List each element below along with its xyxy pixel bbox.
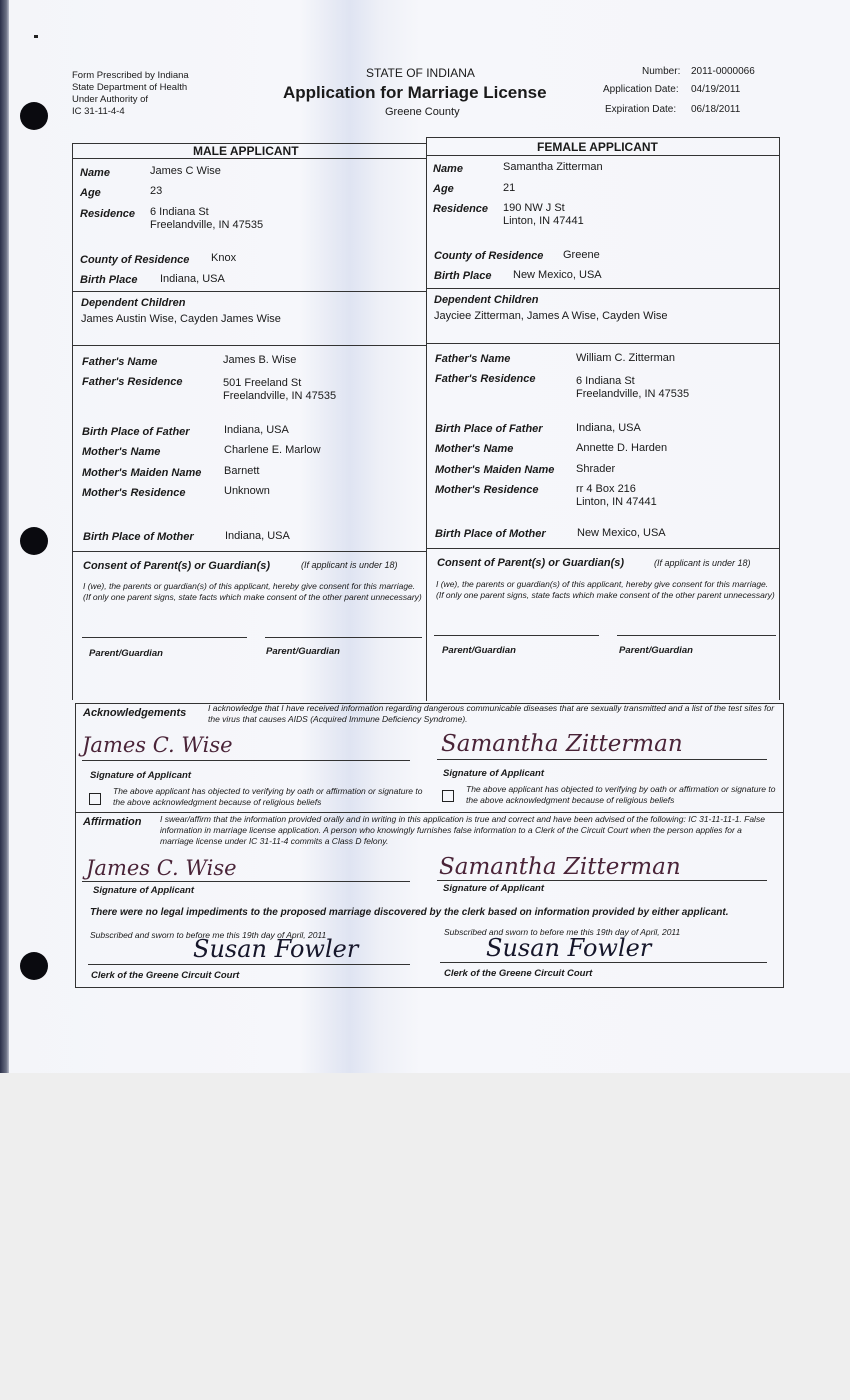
female-sworn-statement: Subscribed and sworn to before me this 19th day of April, 2011	[444, 927, 681, 937]
rule	[72, 345, 426, 346]
female-age: 21	[503, 182, 516, 194]
female-father-birth: Indiana, USA	[576, 422, 641, 434]
page-title: Application for Marriage License	[283, 83, 547, 102]
rule	[426, 343, 779, 344]
form-note-line: State Department of Health	[72, 82, 188, 93]
female-mother-residence-line2: Linton, IN 47441	[576, 496, 657, 508]
rule	[72, 551, 426, 552]
county-heading: Greene County	[385, 106, 460, 118]
male-age: 23	[150, 185, 163, 197]
male-signature-label: Signature of Applicant	[90, 770, 191, 781]
male-father-residence-label: Father's Residence	[82, 376, 183, 388]
male-consent-note: (If applicant is under 18)	[301, 560, 398, 570]
rule	[72, 158, 426, 159]
female-mother-birth: New Mexico, USA	[577, 527, 666, 539]
signature-line	[82, 881, 410, 882]
application-date-label: Application Date:	[603, 84, 679, 95]
female-father-name-label: Father's Name	[435, 353, 511, 365]
female-birth-label: Birth Place	[434, 270, 492, 282]
male-father-residence-line2: Freelandville, IN 47535	[223, 390, 337, 402]
male-age-label: Age	[80, 187, 101, 199]
male-parent-guardian-label: Parent/Guardian	[266, 646, 340, 657]
rule	[72, 291, 426, 292]
male-birth-label: Birth Place	[80, 274, 138, 286]
signature-line	[440, 962, 767, 963]
male-mother-residence-label: Mother's Residence	[82, 487, 186, 499]
male-name: James C Wise	[150, 165, 221, 177]
female-affirmation-signature: Samantha Zitterman	[439, 854, 681, 880]
female-age-label: Age	[433, 183, 454, 195]
male-sworn-statement: Subscribed and sworn to before me this 19th day of April, 2011	[90, 930, 327, 940]
male-father-birth: Indiana, USA	[224, 424, 289, 436]
female-consent-title: Consent of Parent(s) or Guardian(s)	[437, 557, 625, 569]
signature-line	[437, 880, 767, 881]
female-clerk-signature: Susan Fowler	[486, 934, 652, 962]
female-clerk-label: Clerk of the Greene Circuit Court	[444, 968, 593, 979]
male-residence-line2: Freelandville, IN 47535	[150, 219, 264, 231]
form-note-line: IC 31-11-4-4	[72, 106, 125, 117]
male-county: Knox	[211, 252, 237, 264]
number-label: Number:	[642, 66, 681, 77]
male-mother-maiden-label: Mother's Maiden Name	[82, 467, 202, 479]
male-mother-maiden: Barnett	[224, 465, 260, 477]
male-affirmation-signature: James C. Wise	[86, 856, 237, 880]
male-birth: Indiana, USA	[160, 273, 225, 285]
rule	[76, 812, 783, 813]
rule	[426, 137, 427, 701]
female-mother-name-label: Mother's Name	[435, 443, 514, 455]
rule	[426, 548, 779, 549]
female-name-label: Name	[433, 163, 463, 175]
affirmation-text: I swear/affirm that the information provided orally and in writing in this application is true and correct and have been advised of the following: IC 31-11-11-1. False information in marriage license application. A person who knowingly furnishes false information to a Clerk of the Circuit Court when the person applies for a marriage license under IC 31-11-4 commits a Class D felony.	[160, 814, 765, 846]
punch-hole	[20, 952, 48, 980]
male-mother-name: Charlene E. Marlow	[224, 444, 321, 456]
rule	[426, 288, 779, 289]
female-residence-line1: 190 NW J St	[503, 202, 565, 214]
number-value: 2011-0000066	[691, 66, 755, 77]
form-note-line: Form Prescribed by Indiana	[72, 70, 189, 81]
male-religious-objection-text: The above applicant has objected to verifying by oath or affirmation or signature to the above acknowledgment because of religious beliefs	[113, 786, 423, 807]
signature-line	[82, 760, 410, 761]
male-affirmation-label: Signature of Applicant	[93, 885, 194, 896]
male-children-label: Dependent Children	[81, 297, 186, 309]
female-residence-label: Residence	[433, 203, 489, 215]
female-acknowledgement-signature: Samantha Zitterman	[441, 731, 683, 757]
female-signature-label: Signature of Applicant	[443, 768, 544, 779]
scan-speck	[34, 35, 38, 38]
male-heading: MALE APPLICANT	[193, 144, 299, 158]
male-religious-objection-checkbox[interactable]	[89, 793, 101, 805]
female-father-residence-line2: Freelandville, IN 47535	[576, 388, 690, 400]
male-children: James Austin Wise, Cayden James Wise	[81, 313, 281, 325]
female-affirmation-label: Signature of Applicant	[443, 883, 544, 894]
rule	[426, 155, 779, 156]
state-heading: STATE OF INDIANA	[366, 66, 475, 80]
male-acknowledgement-signature: James C. Wise	[82, 733, 233, 757]
female-mother-name: Annette D. Harden	[576, 442, 668, 454]
female-county-label: County of Residence	[434, 250, 544, 262]
signature-line	[265, 637, 422, 638]
form-note-line: Under Authority of	[72, 94, 149, 105]
male-father-name-label: Father's Name	[82, 356, 158, 368]
female-mother-residence-line1: rr 4 Box 216	[576, 483, 636, 495]
male-mother-residence-line1: Unknown	[224, 485, 270, 497]
male-residence-label: Residence	[80, 208, 136, 220]
female-religious-objection-text: The above applicant has objected to verifying by oath or affirmation or signature to the above acknowledgment because of religious beliefs	[466, 784, 776, 805]
signature-line	[88, 964, 410, 965]
punch-hole	[20, 527, 48, 555]
female-children: Jayciee Zitterman, James A Wise, Cayden Wise	[434, 310, 668, 322]
rule	[75, 987, 784, 988]
expiration-date-value: 06/18/2011	[691, 104, 741, 115]
acknowledgements-title: Acknowledgements	[83, 707, 187, 719]
male-mother-birth-label: Birth Place of Mother	[83, 531, 194, 543]
female-father-residence-line1: 6 Indiana St	[576, 375, 635, 387]
female-residence-line2: Linton, IN 47441	[503, 215, 584, 227]
punch-hole	[20, 102, 48, 130]
male-father-name: James B. Wise	[223, 354, 297, 366]
scan-edge	[0, 0, 9, 1073]
female-county: Greene	[563, 249, 600, 261]
male-mother-name-label: Mother's Name	[82, 446, 161, 458]
female-consent-text: I (we), the parents or guardian(s) of this applicant, hereby give consent for this marriage. (If only one parent signs, state facts which make consent of the other parent unnecessary)	[436, 579, 775, 600]
female-name: Samantha Zitterman	[503, 161, 603, 173]
female-heading: FEMALE APPLICANT	[537, 140, 658, 154]
impediments-statement: There were no legal impediments to the proposed marriage discovered by the clerk based on information provided by either applicant.	[90, 907, 729, 918]
male-consent-title: Consent of Parent(s) or Guardian(s)	[83, 560, 271, 572]
male-parent-guardian-label: Parent/Guardian	[89, 648, 163, 659]
rule	[783, 703, 784, 987]
female-mother-maiden: Shrader	[576, 463, 616, 475]
male-name-label: Name	[80, 167, 110, 179]
female-birth: New Mexico, USA	[513, 269, 602, 281]
female-parent-guardian-label: Parent/Guardian	[442, 645, 516, 656]
male-county-label: County of Residence	[80, 254, 190, 266]
acknowledgements-text: I acknowledge that I have received information regarding dangerous communicable diseases that are sexually transmitted and a list of the test sites for the virus that causes AIDS (Acquired Immune Deficiency Syndrome).	[208, 703, 775, 724]
female-consent-note: (If applicant is under 18)	[654, 558, 751, 568]
male-mother-birth: Indiana, USA	[225, 530, 290, 542]
rule	[75, 703, 76, 987]
female-father-name: William C. Zitterman	[576, 352, 676, 364]
male-residence-line1: 6 Indiana St	[150, 206, 209, 218]
signature-line	[437, 759, 767, 760]
expiration-date-label: Expiration Date:	[605, 104, 677, 115]
signature-line	[82, 637, 247, 638]
female-mother-maiden-label: Mother's Maiden Name	[435, 464, 555, 476]
male-father-residence-line1: 501 Freeland St	[223, 377, 302, 389]
female-father-residence-label: Father's Residence	[435, 373, 536, 385]
male-clerk-label: Clerk of the Greene Circuit Court	[91, 970, 240, 981]
male-clerk-signature: Susan Fowler	[193, 935, 359, 963]
female-father-birth-label: Birth Place of Father	[435, 423, 543, 435]
application-date-value: 04/19/2011	[691, 84, 741, 95]
rule	[72, 143, 73, 700]
female-children-label: Dependent Children	[434, 294, 539, 306]
female-parent-guardian-label: Parent/Guardian	[619, 645, 693, 656]
rule	[426, 137, 779, 138]
female-mother-residence-label: Mother's Residence	[435, 484, 539, 496]
female-mother-birth-label: Birth Place of Mother	[435, 528, 546, 540]
signature-line	[617, 635, 776, 636]
rule	[779, 137, 780, 700]
male-consent-text: I (we), the parents or guardian(s) of this applicant, hereby give consent for this marriage. (If only one parent signs, state facts which make consent of the other parent unnecessary)	[83, 581, 422, 602]
affirmation-title: Affirmation	[83, 816, 142, 828]
female-religious-objection-checkbox[interactable]	[442, 790, 454, 802]
male-father-birth-label: Birth Place of Father	[82, 426, 190, 438]
signature-line	[434, 635, 599, 636]
